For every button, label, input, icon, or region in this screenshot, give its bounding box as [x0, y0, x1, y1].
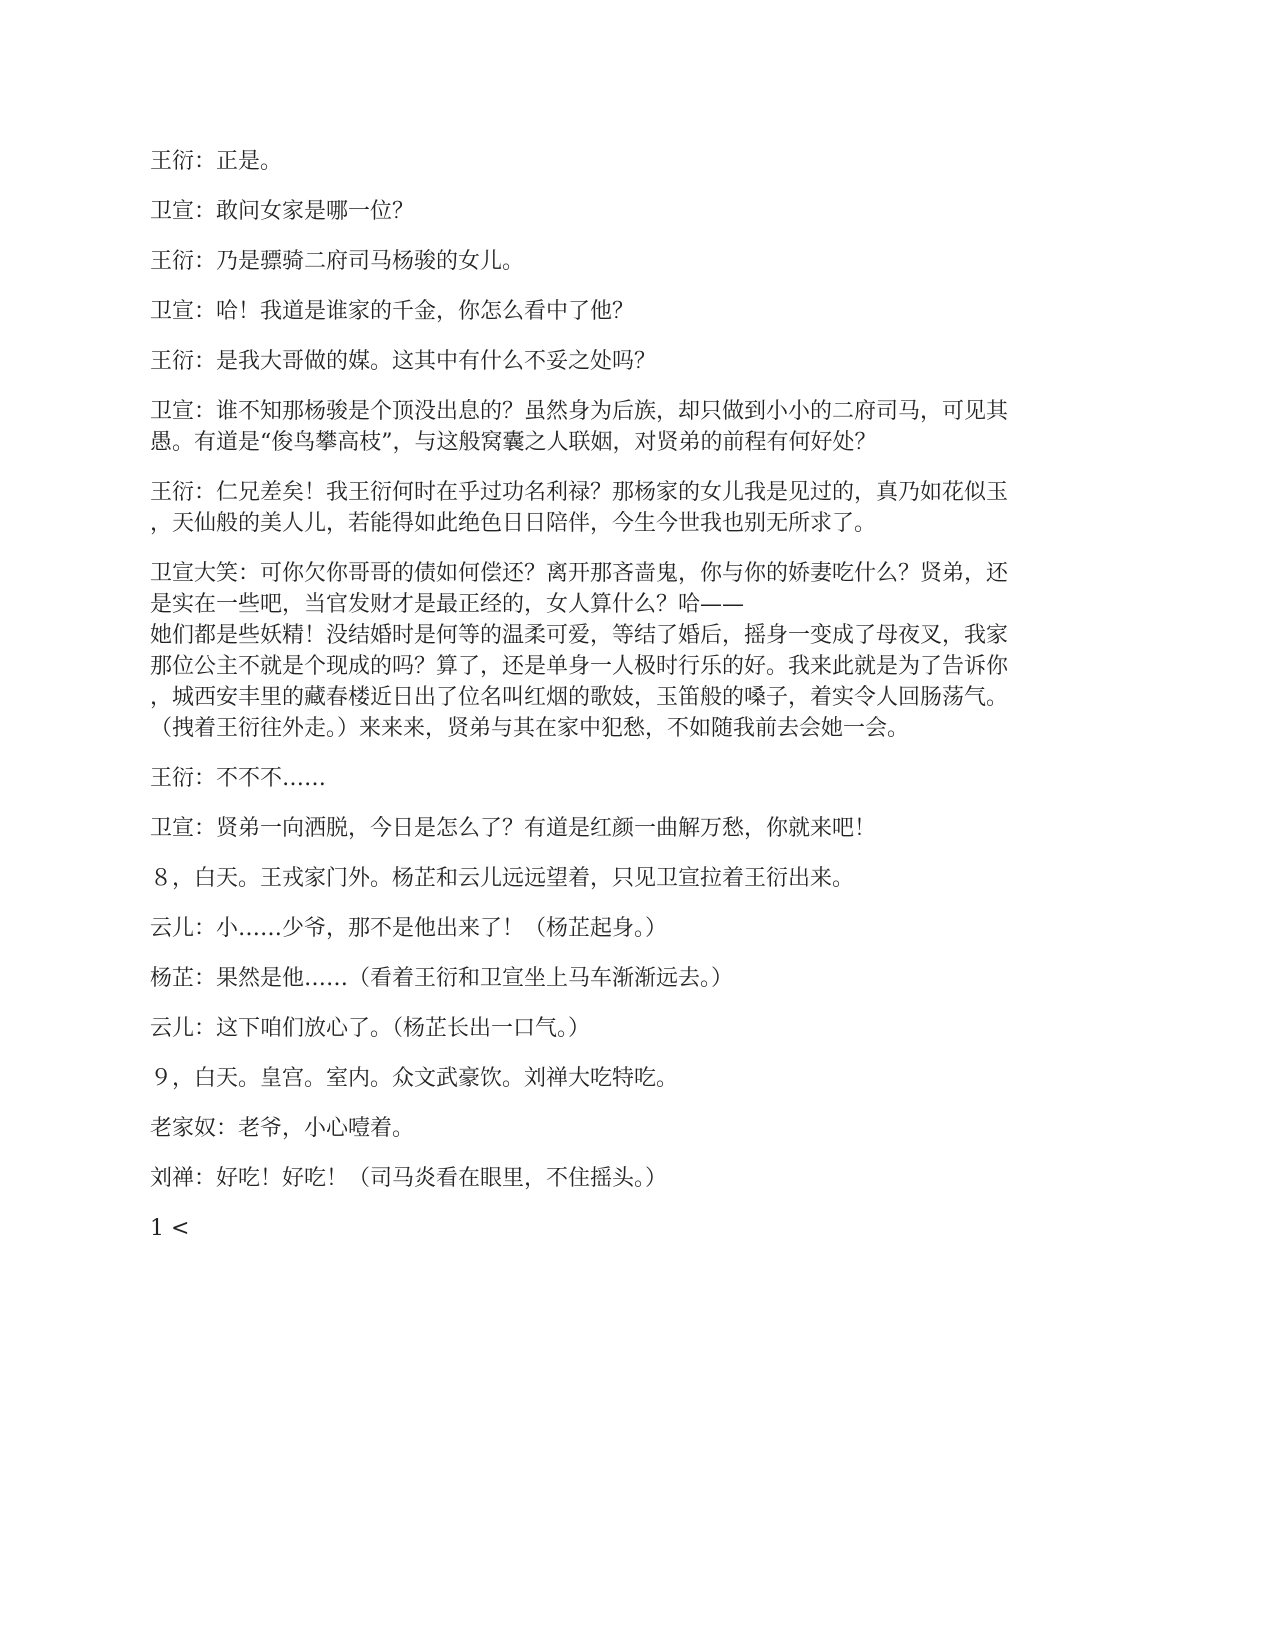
dialogue-line: 老家奴：老爷，小心噎着。	[150, 1116, 415, 1141]
dialogue-line: 王衍：仁兄差矣！我王衍何时在乎过功名利禄？那杨家的女儿我是见过的，真乃如花似玉 ，天仙般的美人儿，若能得如此绝色日日陪伴，今生今世我也别无所求了。	[150, 480, 1009, 536]
dialogue-line: 卫宣：敢问女家是哪一位？	[150, 199, 415, 224]
dialogue-line: 卫宣：哈！我道是谁家的千金，你怎么看中了他？	[150, 299, 635, 324]
dialogue-line: 卫宣：贤弟一向洒脱，今日是怎么了？有道是红颜一曲解万愁，你就来吧！	[150, 816, 877, 841]
dialogue-line: 云儿：小……少爷，那不是他出来了！（杨芷起身。）	[150, 916, 668, 941]
dialogue-line: 王衍：正是。	[150, 149, 283, 174]
dialogue-line: 王衍：是我大哥做的媒。这其中有什么不妥之处吗？	[150, 349, 657, 374]
dialogue-line: 卫宣：谁不知那杨骏是个顶没出息的？虽然身为后族，却只做到小小的二府司马，可见其 愚。有道是“俊鸟攀高枝”，与这般窝囊之人联姻，对贤弟的前程有何好处？	[150, 399, 1009, 455]
scene-heading: ９，白天。皇宫。室内。众文武豪饮。刘禅大吃特吃。	[150, 1066, 679, 1091]
dialogue-line: 云儿：这下咱们放心了。（杨芷长出一口气。）	[150, 1016, 591, 1041]
dialogue-line: 刘禅：好吃！好吃！（司马炎看在眼里，不住摇头。）	[150, 1166, 668, 1191]
dialogue-line: 王衍：不不不……	[150, 766, 327, 791]
document-page	[150, 146, 1130, 1244]
dialogue-line: 王衍：乃是骠骑二府司马杨骏的女儿。	[150, 249, 525, 274]
dialogue-line: 杨芷：果然是他……（看着王衍和卫宣坐上马车渐渐远去。）	[150, 966, 734, 991]
scene-heading: ８，白天。王戎家门外。杨芷和云儿远远望着，只见卫宣拉着王衍出来。	[150, 866, 855, 891]
dialogue-line: 卫宣大笑：可你欠你哥哥的债如何偿还？离开那吝啬鬼，你与你的娇妻吃什么？贤弟，还 是实在一些吧，当官发财才是最正经的，女人算什么？哈—— 她们都是些妖精！没结婚时是何等的温柔可爱，等结了婚后，摇身一变成了母夜叉，我家 那位公主不就是个现成的吗？算了，还是单身一人极时行乐的好。我来此就是为了告诉你 ，城西安丰里的藏春楼近日出了位名叫红烟的歌妓，玉笛般的嗓子，着实令人回肠荡气。 （拽着王衍往外走。）来来来，贤弟与其在家中犯愁，不如随我前去会她一会。	[150, 561, 1009, 741]
page-number: 1 <	[150, 1216, 190, 1241]
